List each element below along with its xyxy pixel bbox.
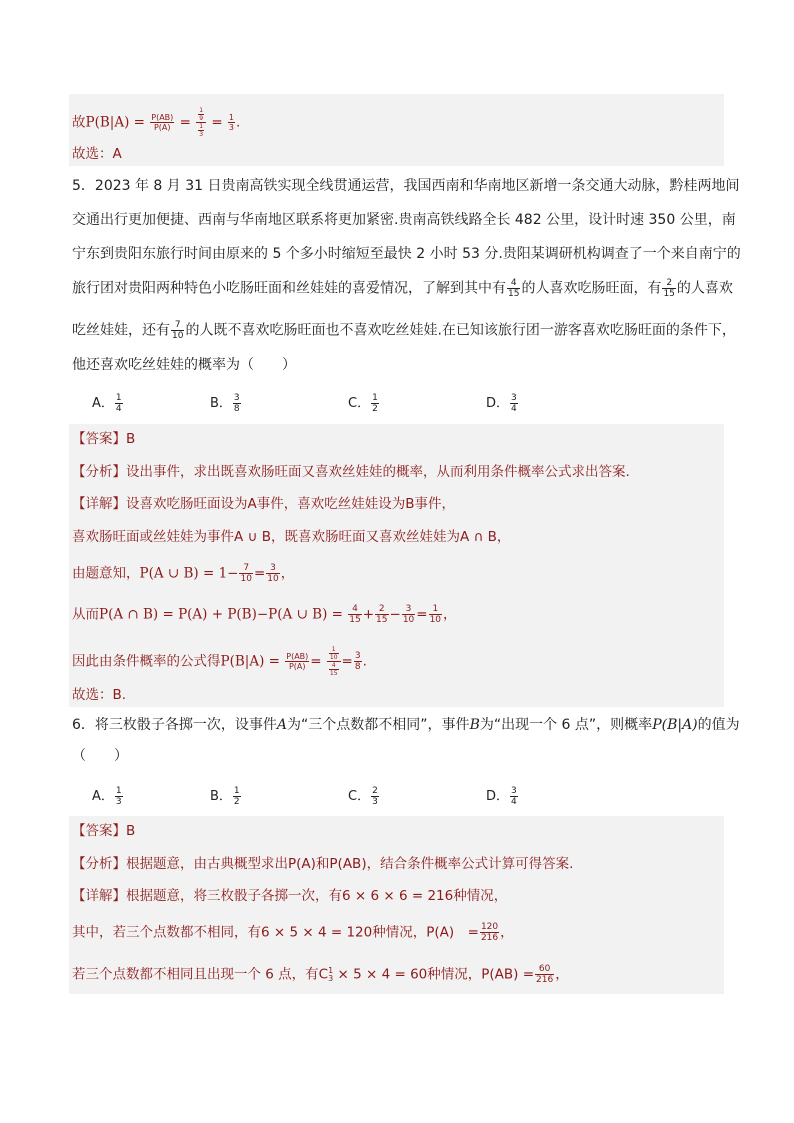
- q5-answer: 【答案】B: [72, 431, 136, 447]
- q6-detail-line2: 其中，若三个点数都不相同，有6 × 5 × 4 = 120种情况，P(A) = $\frac{120}{216}$ ，: [72, 922, 514, 943]
- fraction: $\frac{7}{10}$: [172, 320, 184, 341]
- q5-option-d[interactable]: D． $\frac{3}{4}$: [486, 393, 517, 414]
- q5-option-c[interactable]: C． $\frac{1}{2}$: [348, 393, 378, 414]
- q6-option-a[interactable]: A． $\frac{1}{3}$: [92, 786, 122, 807]
- q5-detail-line4: 从而P(A ∩ B) = P(A) + P(B)−P(A ∪ B) = $\frac{4}{15}$ + $\frac{2}{15}$ − $\frac{3}{10}$ = $\frac{1}{10}$ ，: [72, 604, 457, 625]
- q5-stem-line3: 宁东到贵阳东旅行时间由原来的 5 个多小时缩短至最快 2 小时 53 分.贵阳某调研机构调查了一个来自南宁的: [72, 246, 741, 262]
- q6-option-c[interactable]: C． $\frac{2}{3}$: [348, 786, 378, 807]
- q5-option-b[interactable]: B． $\frac{3}{8}$: [210, 393, 240, 414]
- q6-option-d[interactable]: D． $\frac{3}{4}$: [486, 786, 517, 807]
- fraction: $\frac{P(AB)}{P(A)}$: [151, 113, 174, 132]
- prev-choice: 故选：A: [72, 146, 122, 162]
- q5-stem-line1: 5．2023 年 8 月 31 日贵南高铁实现全线贯通运营，我国西南和华南地区新增一条交通大动脉，黔桂两地间: [72, 178, 740, 194]
- q6-stem-line1: 6．将三枚骰子各掷一次，设事件A为“三个点数都不相同”，事件B为“出现一个 6 点”，则概率P(B|A)的值为: [72, 717, 740, 733]
- q6-stem-line2: （ ）: [72, 748, 128, 764]
- q5-detail-line5: 因此由条件概率的公式得P(B|A) = $\frac{P(AB)}{P(A)}$ = $\frac{\frac{1}{10}}{\frac{4}{15}}$ = $\frac{3}{8}$ .: [72, 646, 367, 677]
- fraction: $\frac{4}{15}$: [508, 278, 520, 299]
- q6-detail-line1: 【详解】根据题意，将三枚骰子各掷一次，有6 × 6 × 6 = 216种情况，: [72, 888, 508, 904]
- q6-answer: 【答案】B: [72, 823, 136, 839]
- fraction: $\frac{1}{3}$: [228, 113, 235, 132]
- q5-option-a[interactable]: A． $\frac{1}{4}$: [92, 393, 122, 414]
- q6-option-b[interactable]: B． $\frac{1}{2}$: [210, 786, 240, 807]
- q5-stem-line6: 他还喜欢吃丝娃娃的概率为（ ）: [72, 357, 296, 373]
- q6-analysis: 【分析】根据题意，由古典概型求出P(A)和P(AB)，结合条件概率公式计算可得答案.: [72, 856, 574, 872]
- q6-detail-line3: 若三个点数都不相同且出现一个 6 点，有C 1 3 × 5 × 4 = 60种情况，P(AB) = $\frac{60}{216}$ ，: [72, 964, 569, 985]
- q5-stem-line2: 交通出行更加便捷、西南与华南地区联系将更加紧密.贵南高铁线路全长 482 公里，设计时速 350 公里，南: [72, 212, 736, 228]
- q5-detail-line3: 由题意知，P(A ∪ B) = 1− $\frac{7}{10}$ = $\frac{3}{10}$ ，: [72, 563, 295, 584]
- q5-choice: 故选：B.: [72, 687, 127, 703]
- q5-analysis: 【分析】设出事件，求出既喜欢肠旺面又喜欢丝娃娃的概率，从而利用条件概率公式求出答案.: [72, 464, 630, 480]
- prev-solution-line1: 故P(B|A) = $\frac{P(AB)}{P(A)}$ = $\frac{\frac{1}{9}}{\frac{1}{3}}$ = $\frac{1}{3}$ .: [72, 107, 241, 138]
- compound-fraction: $\frac{\frac{1}{9}}{\frac{1}{3}}$: [196, 107, 206, 138]
- q5-stem-line5: 吃丝娃娃，还有 $\frac{7}{10}$ 的人既不喜欢吃肠旺面也不喜欢吃丝娃娃.在已知该旅行团一游客喜欢吃肠旺面的条件下，: [72, 320, 736, 341]
- q5-detail-line1: 【详解】设喜欢吃肠旺面设为A事件，喜欢吃丝娃娃设为B事件，: [72, 496, 455, 512]
- q5-detail-line2: 喜欢肠旺面或丝娃娃为事件A ∪ B，既喜欢肠旺面又喜欢丝娃娃为A ∩ B，: [72, 529, 511, 545]
- q5-stem-line4: 旅行团对贵阳两种特色小吃肠旺面和丝娃娃的喜爱情况，了解到其中有 $\frac{4}{15}$ 的人喜欢吃肠旺面，有 $\frac{2}{15}$ 的人喜欢: [72, 278, 733, 299]
- fraction: $\frac{2}{15}$: [663, 278, 675, 299]
